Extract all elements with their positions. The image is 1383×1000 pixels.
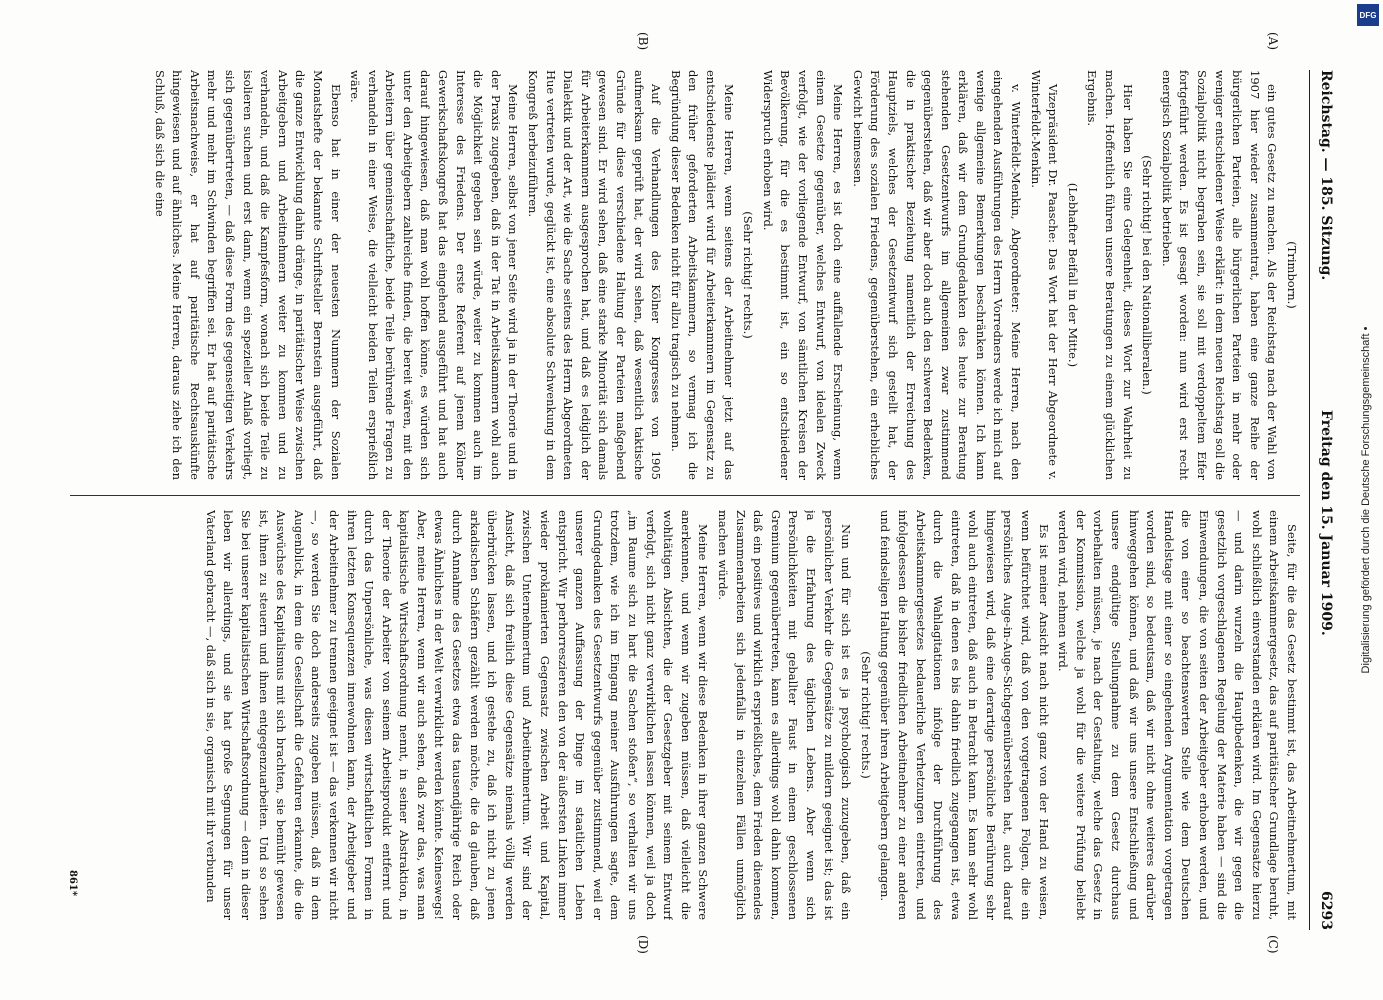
header-left: Reichstag. — 185. Sitzung. [1318,70,1334,281]
rotated-page-content [40,32,1340,954]
margin-mark-c: (C) [1266,935,1280,954]
paragraph: (Lebhafter Beifall in der Mitte.) [1065,182,1080,368]
page-header [1310,70,1340,930]
digitization-note [1353,0,1379,1000]
paragraph: (Sehr richtig! bei den Nationalliberalen.) [1140,155,1155,395]
paragraph: (Sehr richtig! rechts.) [858,651,873,779]
paragraph: (Sehr richtig! rechts.) [741,211,756,339]
paragraph: Meine Herren, es ist doch eine auffallende Erscheinung, wenn einem Gesetze gegenüber, welches Entwurf, von idealen Zweck verfolgt, wie der vorliegende Entwurf, von sämtlichen Kreisen der Bevölkerung, für die es bestimmt ist, ein so entschiedener Widerspruch erhoben wird. [760,70,846,480]
paragraph: Ebenso hat in einer der neuesten Nummern der Sozialen Monatshefte der bekannte Schriftsteller Bernstein ausgeführt, daß die ganze Entwicklung dahin dränge, in paritätischer Weise zwischen Arbeitgebern und Arbeitnehmern weiter zu kommen und zu verhandeln, und daß die Kampfesform, wonach sich beide Teile zu isolieren suchen und erst dann, wenn ein spezieller Anlaß vorliegt, sich gegenübertreten, — daß diese Form des gegenseitigen Verkehrs mehr und mehr im Schwinden begriffen sei. Er hat auf paritätische Arbeitsnachweise, er hat auf paritätische Rechtsauskünfte hingewiesen und auf ähnliches. Meine Herren, daraus ziehe ich den Schluß, daß sich die eine [152,70,343,480]
margin-mark-d: (D) [636,935,650,954]
paragraph: ein gutes Gesetz zu machen. Als der Reichstag nach der Wahl von 1907 hier wieder zusammentrat, haben eine ganze Reihe der bürgerlichen Parteien, alle bürgerlichen Parteien in mehr oder weniger entschiedener Weise erklärt: in dem neuen Reichstag soll die Sozialpolitik nicht begraben sein, sie soll mit verdoppeltem Eifer fortgeführt werden. Es ist gesagt worden: nun wird erst recht energisch Sozialpolitik betrieben. [1159,70,1280,480]
paragraph: Auf die Verhandlungen des Kölner Kongresses von 1905 aufmerksam geprüft hat, der wird sehen, daß wesentlich taktische Gründe für diese verschiedene Haltung der Parteien maßgebend gewesen sind. Er wird sehen, daß eine starke Minorität sich damals für Arbeiterkammern ausgesprochen hat, und daß es lediglich der Dialektik und der Art, wie die Sache seitens des Herrn Abgeordneten Hue vertreten wurde, geglückt ist, eine absolute Schwenkung in dem Kongreß herbeizuführen. [526,70,664,480]
paragraph: Meine Herren, wenn seitens der Arbeitnehmer jetzt auf das entschiedenste plädiert wird für Arbeiterkammern im Gegensatz zu den früher geforderten Arbeitskammern, so vermag ich die Begründung dieser Bedenken nicht für allzu tragisch zu nehmen. [668,70,736,480]
dfg-logo: DFG [1357,4,1379,26]
paragraph: Nun und für sich ist es ja psychologisch zuzugeben, daß ein persönlicher Verkehr die Gegensätze zu mildern geeignet ist; das ist ja die Erfahrung des täglichen Lebens. Aber wenn sich Persönlichkeiten mit geballter Faust in einem geschlossenen Gremium gegenübertreten, kann es allerdings wohl dahin kommen, daß ein positives und wirklich ersprießliches, dem Frieden dienendes Zusammenarbeiten sich jedenfalls in einzelnen Fällen unmöglich machen würde. [716,510,854,920]
margin-mark-b: (B) [636,32,650,51]
paragraph: Vizepräsident Dr. Paasche: Das Wort hat der Herr Abgeordnete v. Winterfeldt-Menkin. [1028,70,1061,480]
paragraph: Es ist meiner Ansicht nach nicht ganz von der Hand zu weisen, wenn befürchtet wird, daß von den vorgetragenen Folgen, die ein persönliches Auge-in-Auge-Sichgegenüberstehen hat, auch darauf hingewiesen wird, daß eine derartige persönliche Berührung sehr wohl auch eintreten, daß auch in Betracht kann. Es kann sehr wohl eintreten, daß in denen es bis dahin friedlich zugegangen ist, etwa durch die Wahlagitationen infolge der Durchführung des Arbeitskammergesetzes bedauerliche Verhetzungen eintreten, und infolgedessen die bisher friedlichen Arbeitnehmer zu einer anderen und feindseligen Haltung gegenüber ihren Arbeitgebern gelangen. [878,510,1051,920]
right-column [60,510,1300,920]
paragraph: (Trimborn.) [1285,241,1299,309]
header-center: Freitag den 15. Januar 1909. [1318,410,1334,636]
column-divider [70,495,1300,496]
paragraph: Meine Herren, selbst von jener Seite wird ja in der Theorie und in der Praxis zugegeben, daß in der Tat in Arbeitskammern wohl auch die Möglichkeit gegeben sein würde, weiter zu kommen auch im Interesse des Friedens. Der erste Referent auf jenem Kölner Gewerkschaftskongreß hat das eingehend ausgeführt und hat auch darauf hingewiesen, daß man wohl hoffen könne, es würden sich unter den Arbeitgebern zahlreiche finden, die bereit wären, mit den Arbeitern über gemeinschaftliche, beide Teile berührende Fragen zu verhandeln in einer Weise, die vielleicht beiden Teilen ersprießlich wäre. [348,70,521,480]
left-column [60,70,1300,480]
paragraph: Meine Herren, wenn wir diese Bedenken in ihrer ganzen Schwere anerkennen, und wenn wir zugeben müssen, daß vielleicht die wohltätigen Absichten, die der Gesetzgeber mit seinem Entwurf verfolgt, sich nicht ganz verwirklichen lassen können, weil ja doch „im Raume sich zu hart die Sachen stoßen“, so verhalten wir uns trotzdem, wie ich im Eingang meiner Ausführungen sagte, dem Grundgedanken des Gesetzentwurfs gegenüber zustimmend, weil er unserer ganzen Auffassung der Dinge im staatlichen Leben entspricht. Wir perhorreszieren den von der äußersten Linken immer wieder proklamierten Gegensatz zwischen Arbeit und Kapital, zwischen Unternehmertum und Arbeitnehmertum. Wir sind der Ansicht, daß sich freilich diese Gegensätze niemals völlig werden überbrücken lassen, und ich gestehe zu, daß ich nicht zu jenen arkadischen Schäfern gezählt werden möchte, die da glauben, daß durch Annahme des Gesetzes etwa das tausendjährige Reich oder etwas Ähnliches in der Welt verwirklicht werden könnte. Keineswegs! Aber, meine Herren, wenn wir auch sehen, daß zwar das, was man kapitalistische Wirtschaftsordnung nennt, in seiner Abstraktion, in der Theorie der Arbeiter von seinem Arbeitsprodukt entfernt und durch das Unpersönliche, was diesen wirtschaftlichen Formen in ihren letzten Konsequenzen innewohnen kann, der Arbeitgeber und der Arbeitnehmer zu trennen geeignet ist — das verkennen wir nicht —, so werden Sie doch anderseits zugeben müssen, daß in dem Augenblick, in dem die Gesellschaft die Gefahren erkannte, die die Auswüchse des Kapitalismus mit sich brachten, sie bemüht gewesen ist, ihnen zu steuern und ihnen entgegenzuarbeiten. Und so sehen Sie bei unserer kapitalistischen Wirtschaftsordnung — denn in dieser leben wir allerdings, und sie hat große Segnungen für unser Vaterland gebracht —, daß sich in sie, organisch mit ihr verbunden [203,510,711,920]
paragraph: Hier haben Sie eine Gelegenheit, dieses Wort zur Wahrheit zu machen. Hoffentlich führen unsere Beratungen zu einem glücklichen Ergebnis. [1085,70,1135,480]
paragraph: v. Winterfeldt-Menkin, Abgeordneter: Meine Herren, nach den eingehenden Ausführungen des Herrn Vorredners werde ich mich auf wenige allgemeine Bemerkungen beschränken können. Ich kann erklären, daß wir dem Grundgedanken des heute zur Beratung stehenden Gesetzentwurfs im allgemeinen zwar zustimmend gegenüberstehen, daß wir aber doch auch den schweren Bedenken, die in praktischer Beziehung namentlich der Erreichung des Hauptziels, welches der Gesetzentwurf sich gestellt hat, der Förderung des sozialen Friedens, gegenüberstehen, ein erhebliches Gewicht beimessen. [850,70,1024,480]
header-rule [1309,70,1310,930]
footnote-mark: 861* [67,870,78,897]
margin-mark-a: (A) [1266,32,1280,51]
page-number: 6293 [1318,891,1334,930]
digitization-note-text: Digitalisierung gefördert durch die Deutsche Forschungsgemeinschaft • [1360,326,1372,674]
paragraph: Seite, für die das Gesetz bestimmt ist, das Arbeitnehmertum, mit einem Arbeitskammergesetz, das auf paritätischer Grundlage beruht, wohl schließlich einverstanden erklären wird. Im Gegensatze hierzu — und darin wurzeln die Hauptbedenken, die wir gegen die gesetzlich vorgeschlagenen Regelung der Materie haben — sind die Einwendungen, die von seiten der Arbeitgeber erhoben werden, und die von einer so beachtenswerten Stelle wie dem Deutschen Handelstage mit einer so eingehenden Argumentation vorgetragen worden sind, so bedeutsam, daß wir nicht ohne weiteres darüber hinweggehen können, und daß wir uns unsere Entschließung und unsere endgültige Stellungnahme zu dem Gesetz durchaus vorbehalten müssen, je nach der Gestaltung, welche das Gesetz in der Kommission, welche ja wohl für die weitere Prüfung beliebt werden wird, nehmen wird. [1056,510,1299,920]
